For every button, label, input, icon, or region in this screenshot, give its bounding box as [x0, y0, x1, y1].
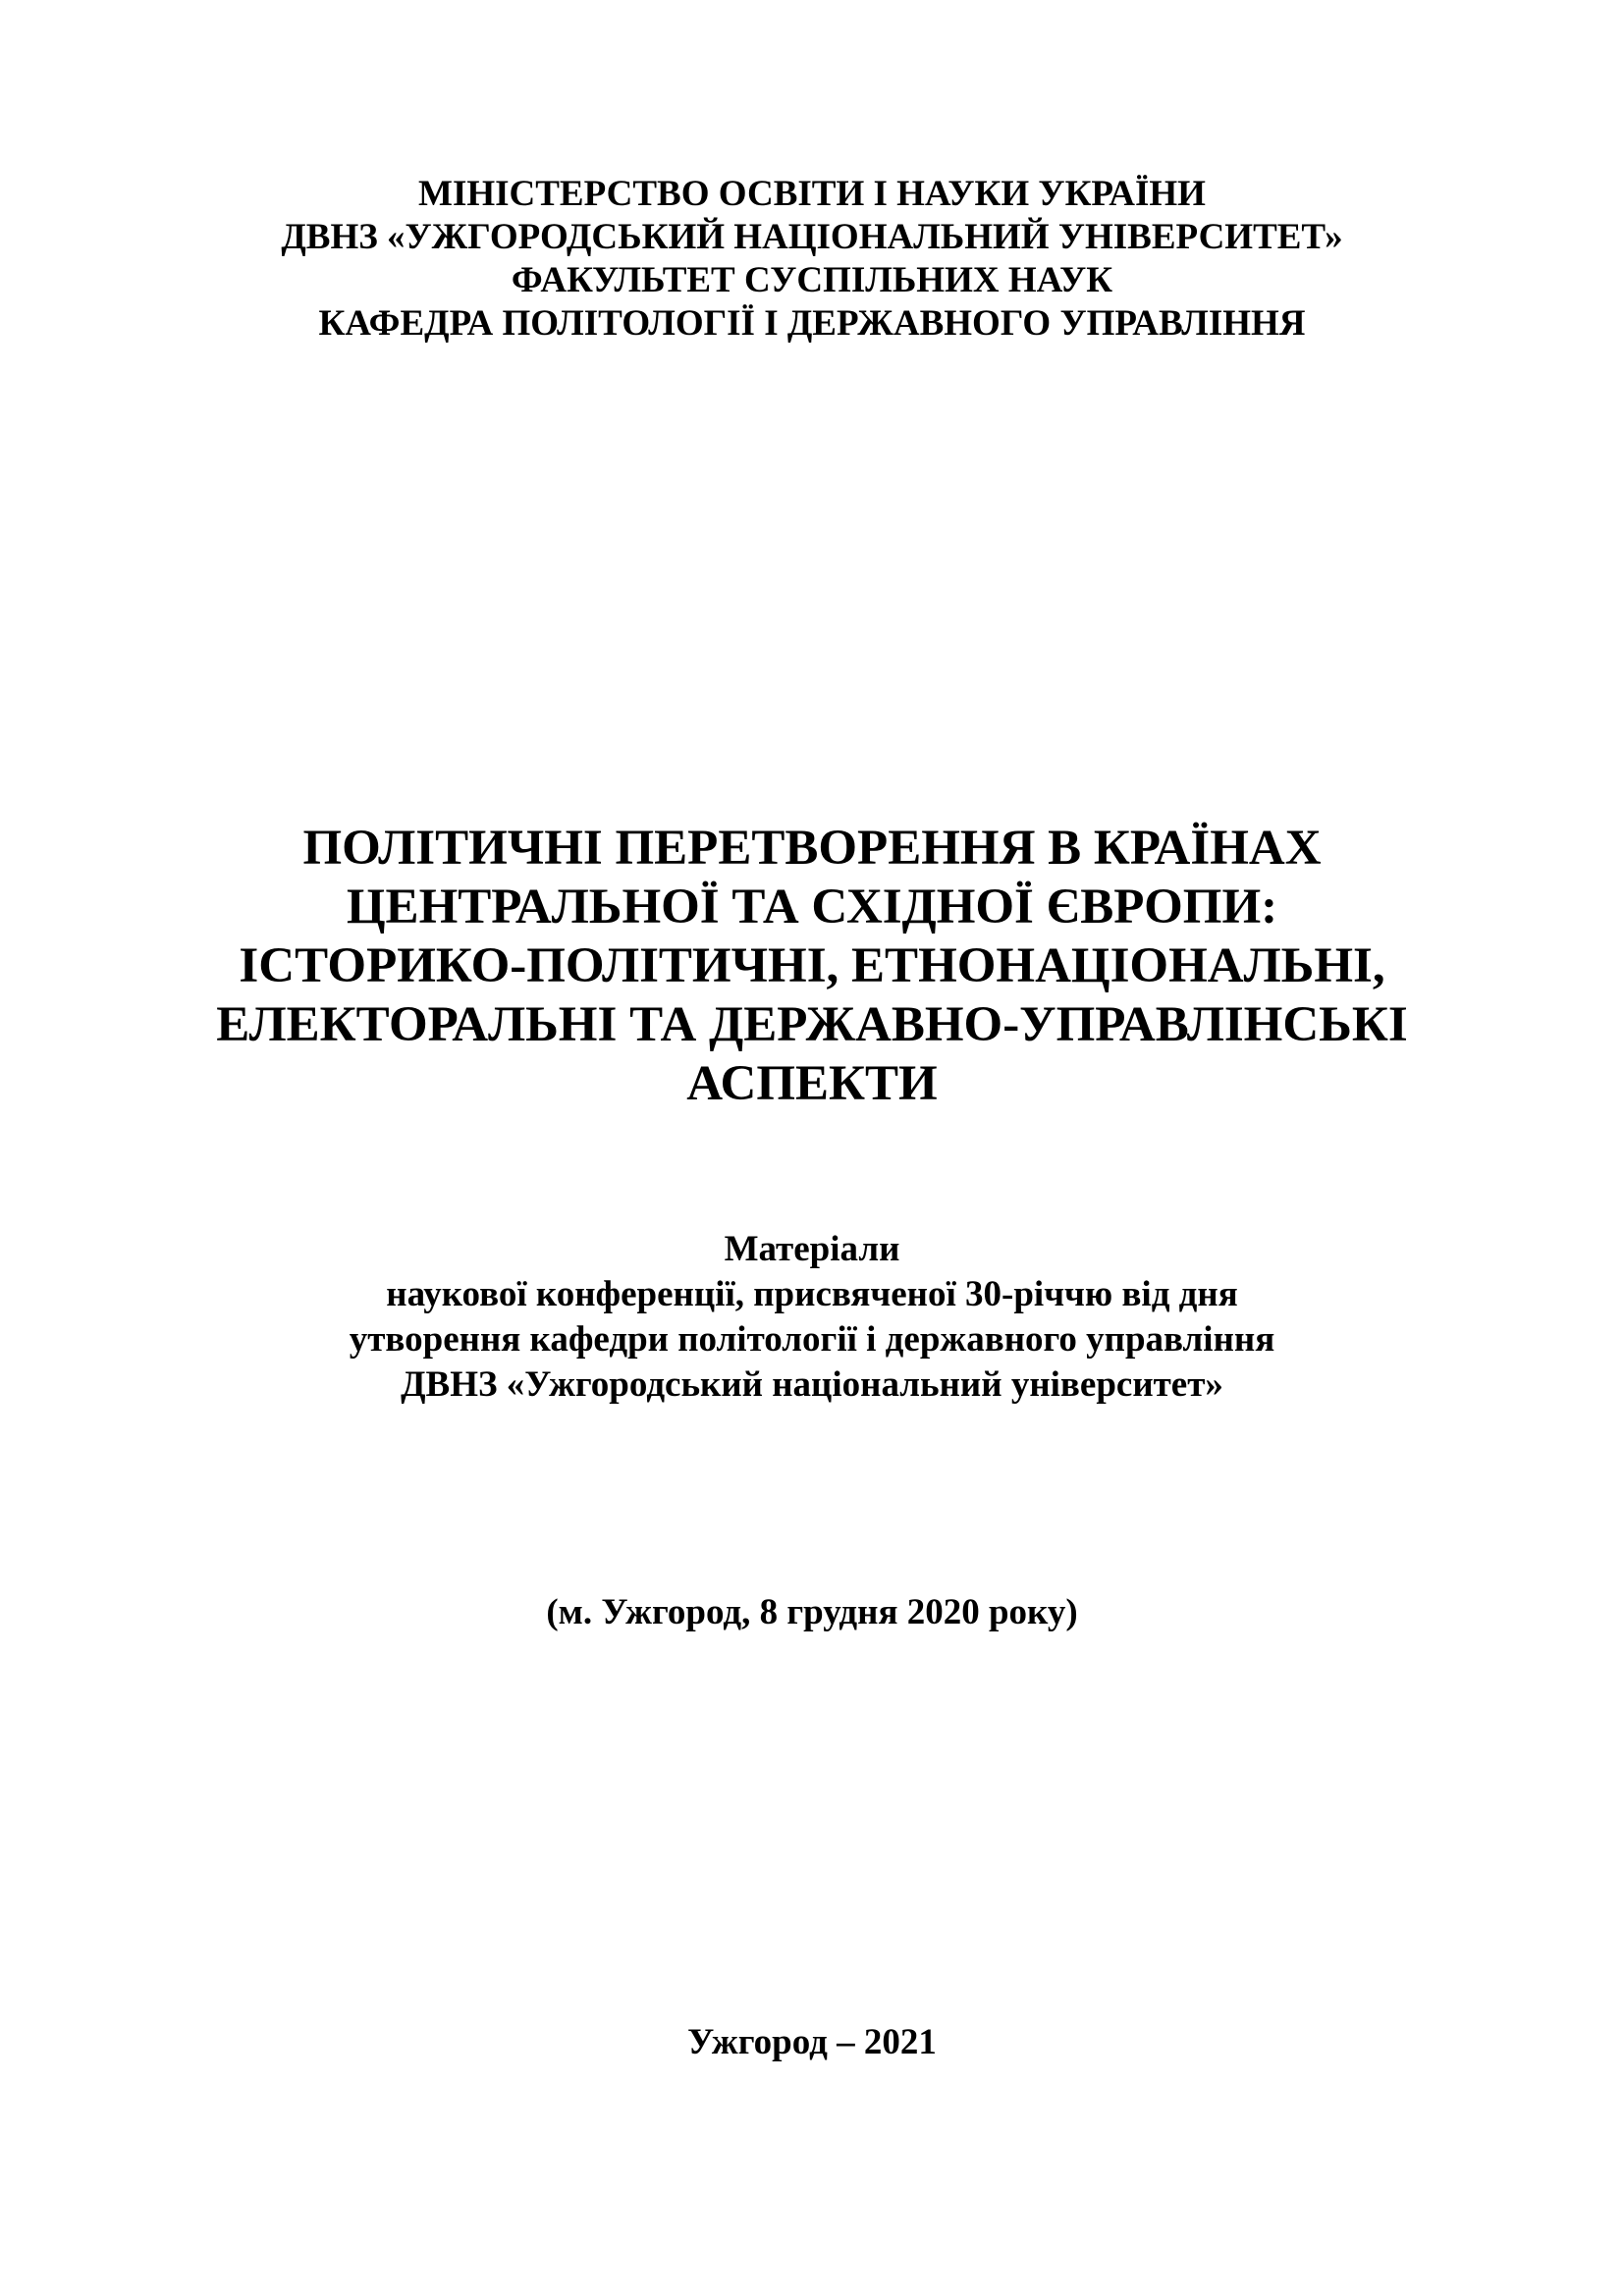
- header-line-university: ДВНЗ «УЖГОРОДСЬКИЙ НАЦІОНАЛЬНИЙ УНІВЕРСИТЕТ»: [281, 217, 1343, 257]
- header-line-ministry: МІНІСТЕРСТВО ОСВІТИ І НАУКИ УКРАЇНИ: [418, 174, 1206, 214]
- title-line-3: ІСТОРИКО-ПОЛІТИЧНІ, ЕТНОНАЦІОНАЛЬНІ,: [239, 938, 1385, 993]
- title-line-4: ЕЛЕКТОРАЛЬНІ ТА ДЕРЖАВНО-УПРАВЛІНСЬКІ: [216, 997, 1408, 1052]
- institution-header: [177, 173, 1447, 346]
- title-line-5: АСПЕКТИ: [686, 1056, 938, 1111]
- subtitle-line-1: Матеріали: [724, 1229, 900, 1269]
- publication-city-year: Ужгород – 2021: [687, 2022, 937, 2062]
- title-line-1: ПОЛІТИЧНІ ПЕРЕТВОРЕННЯ В КРАЇНАХ: [302, 821, 1322, 876]
- subtitle-line-3: утворення кафедри політології і державного управління: [349, 1319, 1275, 1360]
- document-subtitle: [177, 1227, 1447, 1408]
- document-title: [177, 819, 1447, 1113]
- subtitle-line-4: ДВНЗ «Ужгородський національний університет»: [401, 1364, 1223, 1405]
- header-line-faculty: ФАКУЛЬТЕТ СУСПІЛЬНИХ НАУК: [511, 260, 1113, 300]
- subtitle-line-2: наукової конференції, присвяченої 30-річчю від дня: [386, 1274, 1238, 1314]
- header-line-department: КАФЕДРА ПОЛІТОЛОГІЇ І ДЕРЖАВНОГО УПРАВЛІННЯ: [318, 303, 1306, 344]
- title-line-2: ЦЕНТРАЛЬНОЇ ТА СХІДНОЇ ЄВРОПИ:: [346, 880, 1278, 934]
- conference-place-date: (м. Ужгород, 8 грудня 2020 року): [546, 1592, 1078, 1632]
